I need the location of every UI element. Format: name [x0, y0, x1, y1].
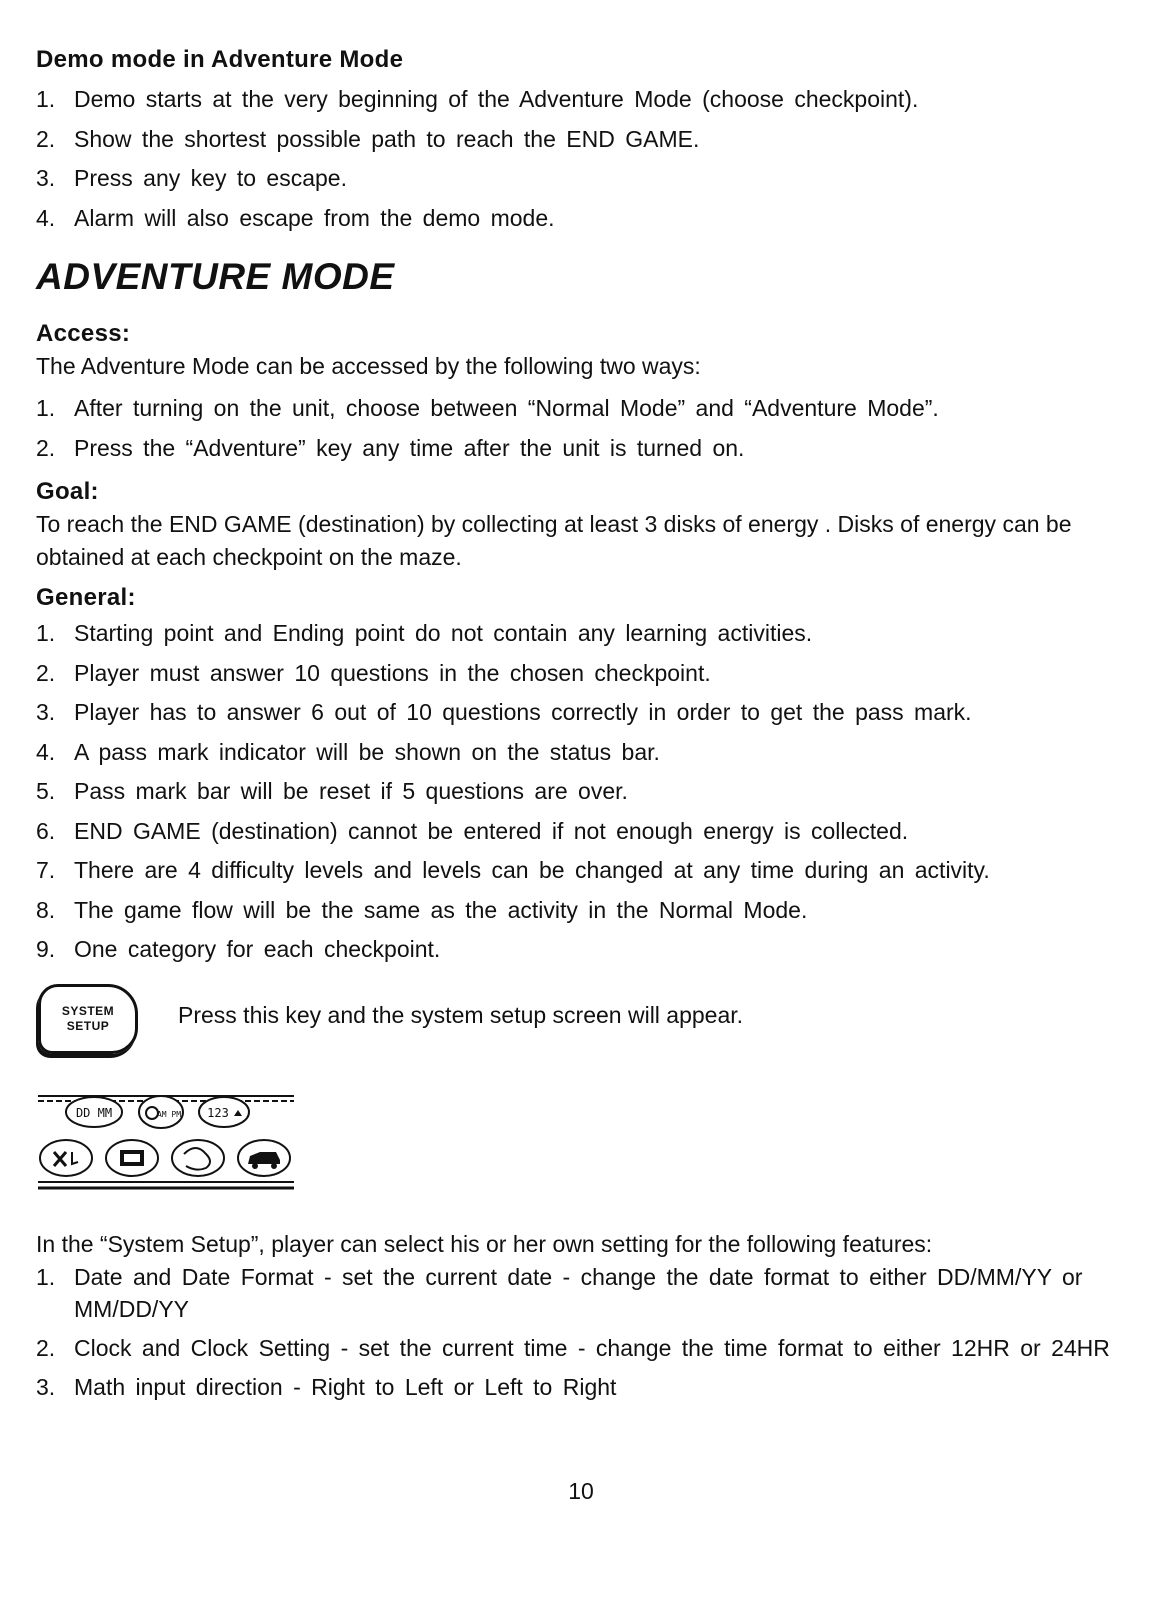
list-item: 2. Press the “Adventure” key any time after the unit is turned on. — [36, 434, 745, 461]
goal-section — [36, 478, 1126, 574]
list-item: 1. Starting point and Ending point do not contain any learning activities. — [36, 620, 813, 646]
tone-icon — [172, 1140, 224, 1176]
svg-text:DD MM: DD MM — [75, 1105, 113, 1120]
math-direction-icon — [199, 1097, 249, 1127]
access-section — [36, 320, 1126, 468]
list-item: 7. There are 4 difficulty levels and levels can be changed at any time during an activity. — [36, 857, 990, 883]
goal-text: To reach the END GAME (destination) by collecting at least 3 disks of energy . Disks of energy can be obtained at each checkpoint on the maze. — [36, 511, 1072, 570]
demo-list — [36, 80, 1126, 238]
system-setup-key-row — [36, 984, 1126, 1054]
svg-text:123: 123 — [207, 1105, 229, 1120]
goal-heading: Goal: — [36, 478, 99, 505]
screen-icon — [106, 1140, 158, 1176]
manual-page — [36, 46, 1126, 1413]
car-icon — [238, 1140, 290, 1176]
list-item: 1. Demo starts at the very beginning of the Adventure Mode (choose checkpoint). — [36, 86, 919, 112]
general-heading: General: — [36, 584, 136, 611]
general-section — [36, 584, 1126, 970]
list-item: 2. Clock and Clock Setting - set the current time - change the time format to either 12HR or 24HR — [36, 1334, 1110, 1361]
list-item: 9. One category for each checkpoint. — [36, 936, 441, 962]
system-setup-list — [36, 1261, 1126, 1403]
access-list — [36, 389, 1126, 468]
general-list — [36, 614, 1126, 970]
system-setup-screen-icons — [36, 1082, 296, 1192]
system-setup-key-icon: SYSTEM SETUP — [38, 984, 138, 1054]
list-item: 5. Pass mark bar will be reset if 5 questions are over. — [36, 778, 628, 804]
list-item: 8. The game flow will be the same as the activity in the Normal Mode. — [36, 896, 808, 923]
list-item: 4. A pass mark indicator will be shown on the status bar. — [36, 738, 660, 765]
system-setup-intro: In the “System Setup”, player can select his or her own setting for the following features: — [36, 1230, 933, 1257]
list-item: 1. After turning on the unit, choose between “Normal Mode” and “Adventure Mode”. — [36, 395, 939, 421]
list-item: 3. Player has to answer 6 out of 10 questions correctly in order to get the pass mark. — [36, 699, 972, 725]
access-heading: Access: — [36, 320, 131, 347]
list-item: 6. END GAME (destination) cannot be entered if not enough energy is collected. — [36, 817, 909, 844]
sound-icon — [40, 1140, 92, 1176]
list-item: 4. Alarm will also escape from the demo mode. — [36, 204, 555, 231]
system-key-description: Press this key and the system setup screen will appear. — [178, 1002, 744, 1028]
clock-icon — [139, 1096, 183, 1128]
demo-heading: Demo mode in Adventure Mode — [36, 46, 404, 73]
list-item: 2. Show the shortest possible path to reach the END GAME. — [36, 125, 700, 152]
list-item: 3. Math input direction - Right to Left or Left to Right — [36, 1373, 617, 1400]
list-item: 3. Press any key to escape. — [36, 165, 347, 191]
adventure-mode-title: ADVENTURE MODE — [36, 256, 395, 297]
page-number: 10 — [568, 1478, 594, 1504]
svg-text:AM PM: AM PM — [156, 1109, 182, 1119]
access-intro: The Adventure Mode can be accessed by the following two ways: — [36, 353, 701, 379]
date-icon — [66, 1097, 122, 1127]
list-item: 1. Date and Date Format - set the current date - change the date format to either DD/MM/YY or MM/DD/YY — [36, 1263, 1083, 1322]
list-item: 2. Player must answer 10 questions in the chosen checkpoint. — [36, 659, 711, 686]
